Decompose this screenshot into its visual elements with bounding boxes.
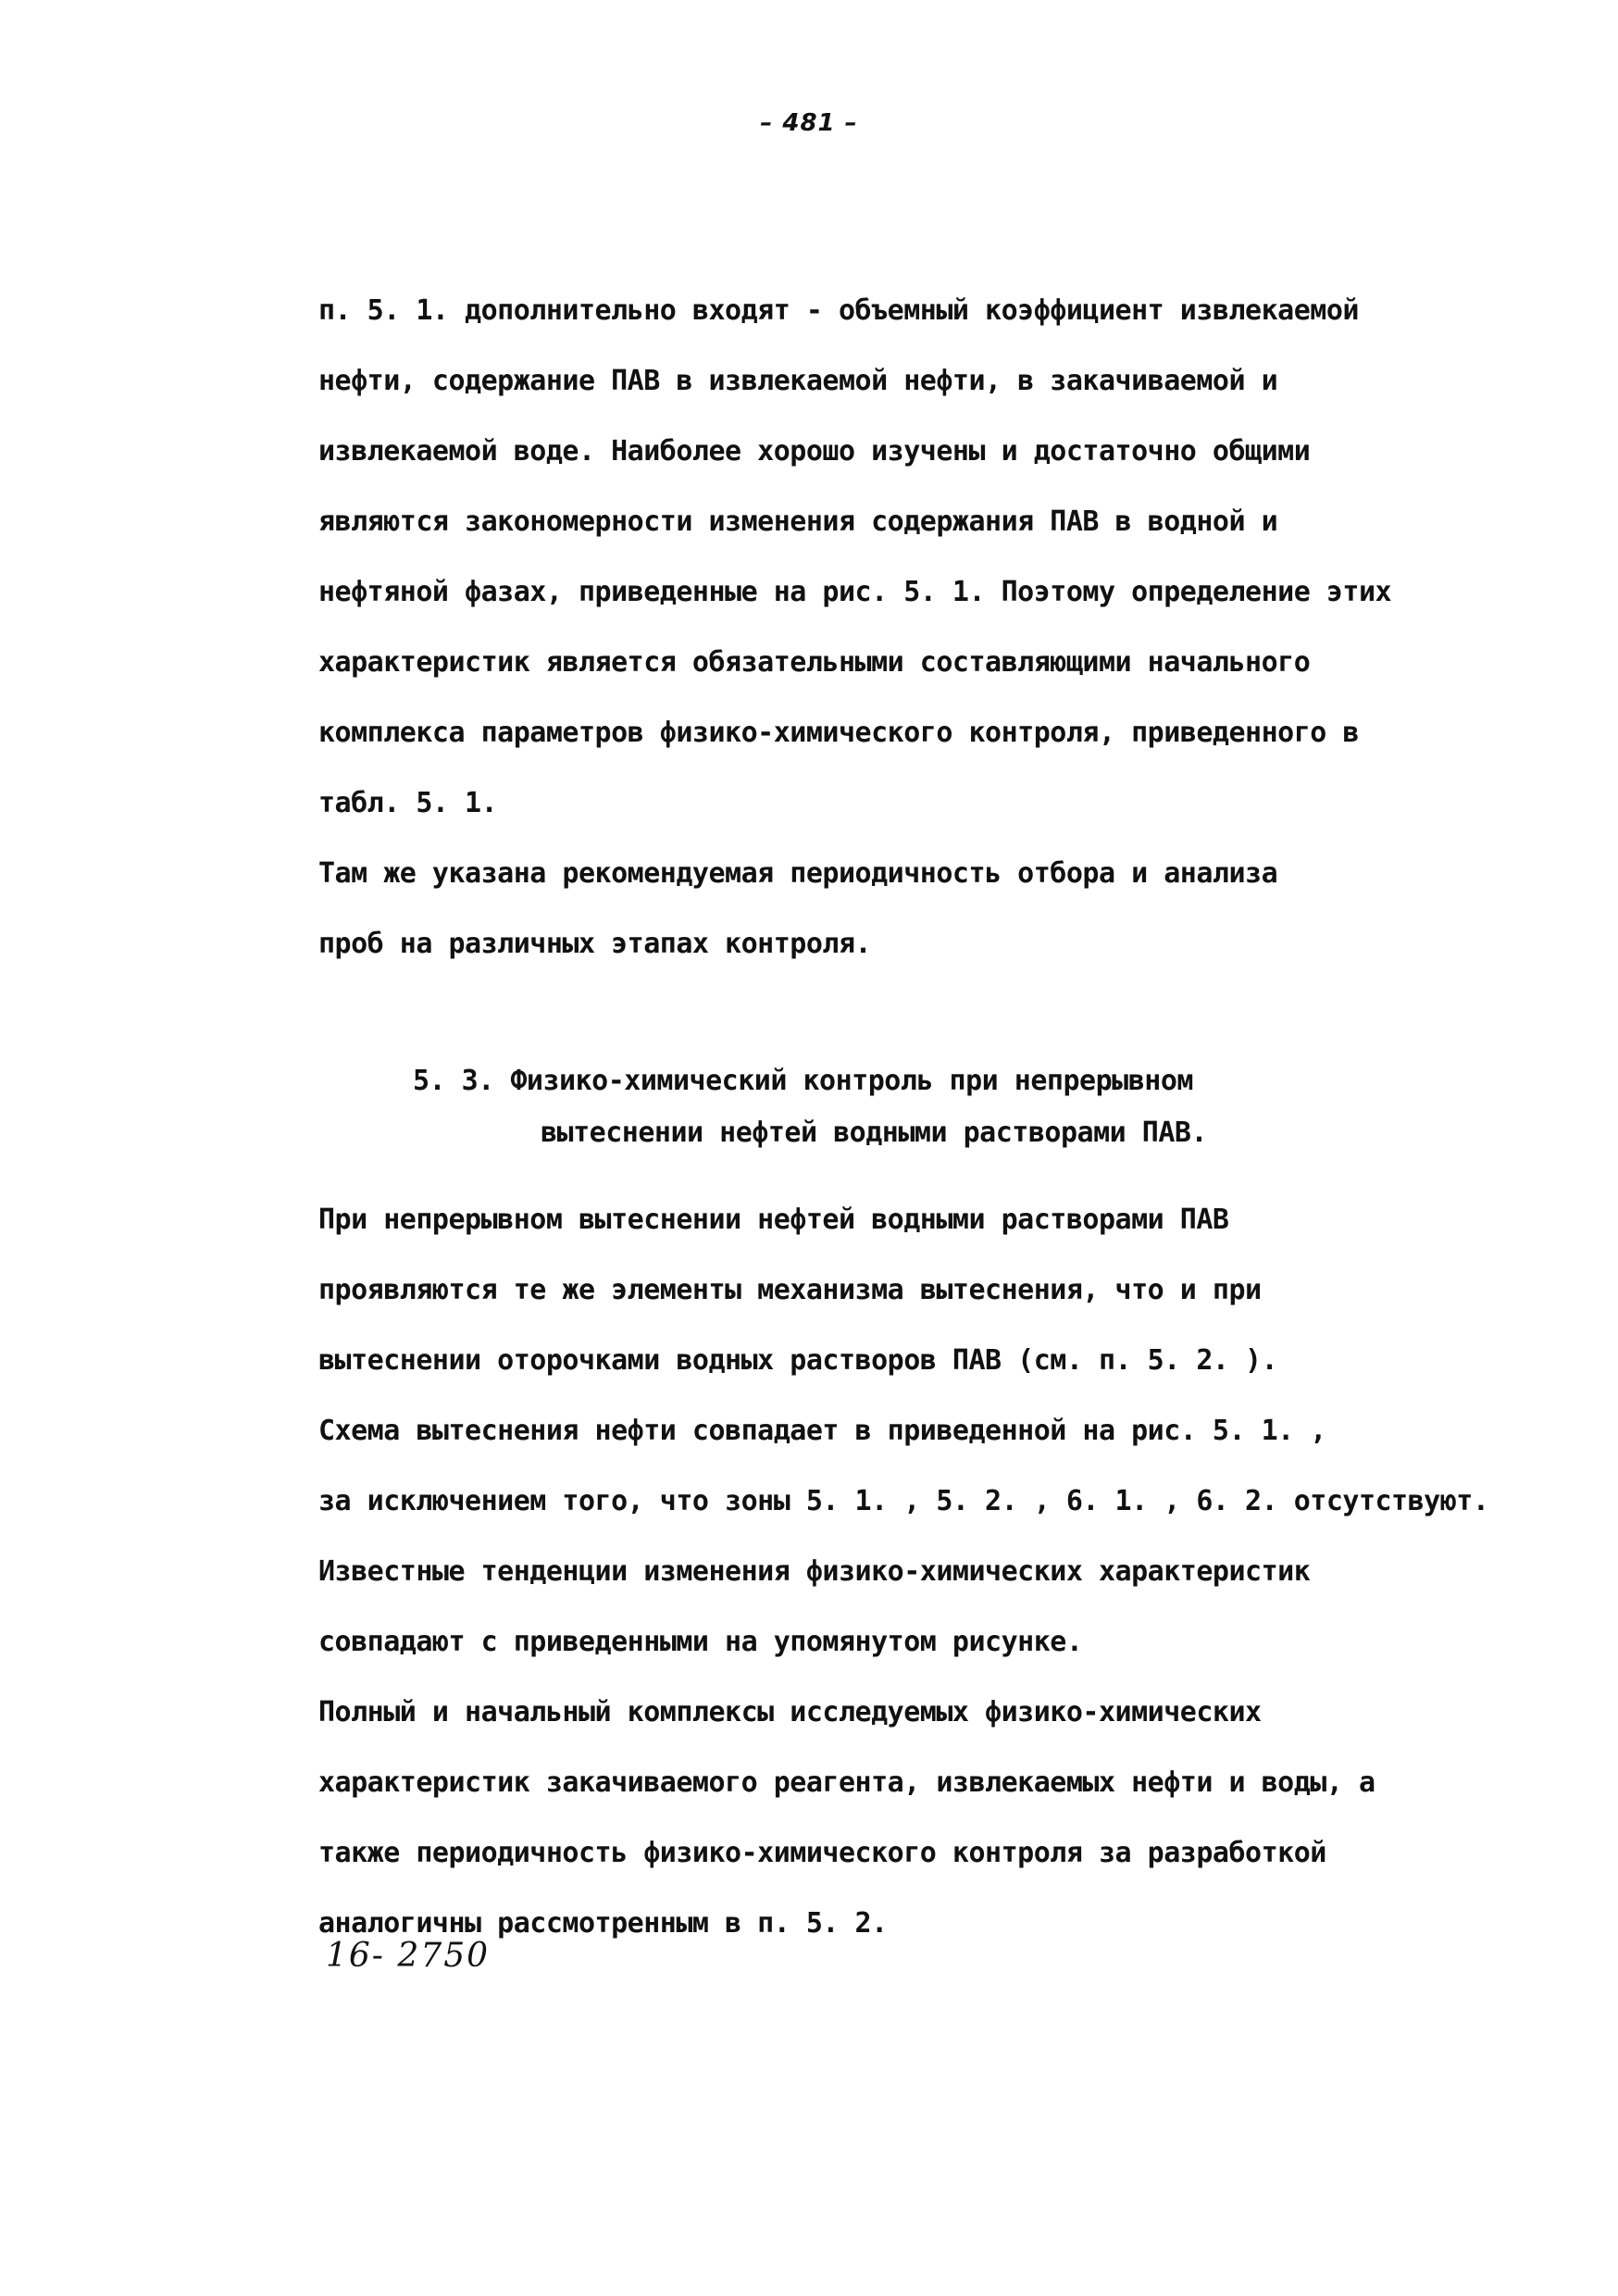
text-line: Полный и начальный комплексы исследуемых физико-химических: [318, 1696, 1262, 1728]
text-line: характеристик закачиваемого реагента, извлекаемых нефти и воды, а: [318, 1766, 1375, 1799]
text-line: совпадают с приведенными на упомянутом рисунке.: [318, 1626, 1083, 1658]
text-line: проявляются те же элементы механизма вытеснения, что и при: [318, 1274, 1262, 1306]
text-line: извлекаемой воде. Наиболее хорошо изучены и достаточно общими: [318, 435, 1311, 468]
text-line: аналогичны рассмотренным в п. 5. 2.: [318, 1907, 888, 1940]
text-line: являются закономерности изменения содержания ПАВ в водной и: [318, 505, 1278, 538]
text-line: комплекса параметров физико-химического контроля, приведенного в: [318, 717, 1359, 749]
section-heading-continuation: вытеснении нефтей водными растворами ПАВ.: [541, 1117, 1208, 1149]
text-line: также периодичность физико-химического контроля за разработкой: [318, 1837, 1326, 1869]
text-line: вытеснении оторочками водных растворов ПАВ (см. п. 5. 2. ).: [318, 1344, 1278, 1377]
text-line: за исключением того, что зоны 5. 1. , 5. 2. , 6. 1. , 6. 2. отсутствуют.: [318, 1485, 1489, 1517]
text-line: При непрерывном вытеснении нефтей водными растворами ПАВ: [318, 1204, 1229, 1236]
text-line: нефтяной фазах, приведенные на рис. 5. 1. Поэтому определение этих: [318, 576, 1392, 608]
text-line: характеристик является обязательными составляющими начального: [318, 646, 1311, 679]
text-line: табл. 5. 1.: [318, 787, 498, 819]
page-number: – 481 –: [760, 109, 858, 137]
text-line: Известные тенденции изменения физико-химических характеристик: [318, 1555, 1311, 1588]
text-line: Схема вытеснения нефти совпадает в приведенной на рис. 5. 1. ,: [318, 1415, 1326, 1447]
text-line: Там же указана рекомендуемая периодичность отбора и анализа: [318, 857, 1278, 890]
section-heading: 5. 3. Физико-химический контроль при непрерывном: [413, 1065, 1193, 1097]
text-line: проб на различных этапах контроля.: [318, 928, 872, 960]
handwritten-note: 16- 2750: [326, 1937, 491, 1975]
text-line: п. 5. 1. дополнительно входят - объемный коэффициент извлекаемой: [318, 294, 1359, 327]
text-line: нефти, содержание ПАВ в извлекаемой нефти, в закачиваемой и: [318, 365, 1278, 397]
